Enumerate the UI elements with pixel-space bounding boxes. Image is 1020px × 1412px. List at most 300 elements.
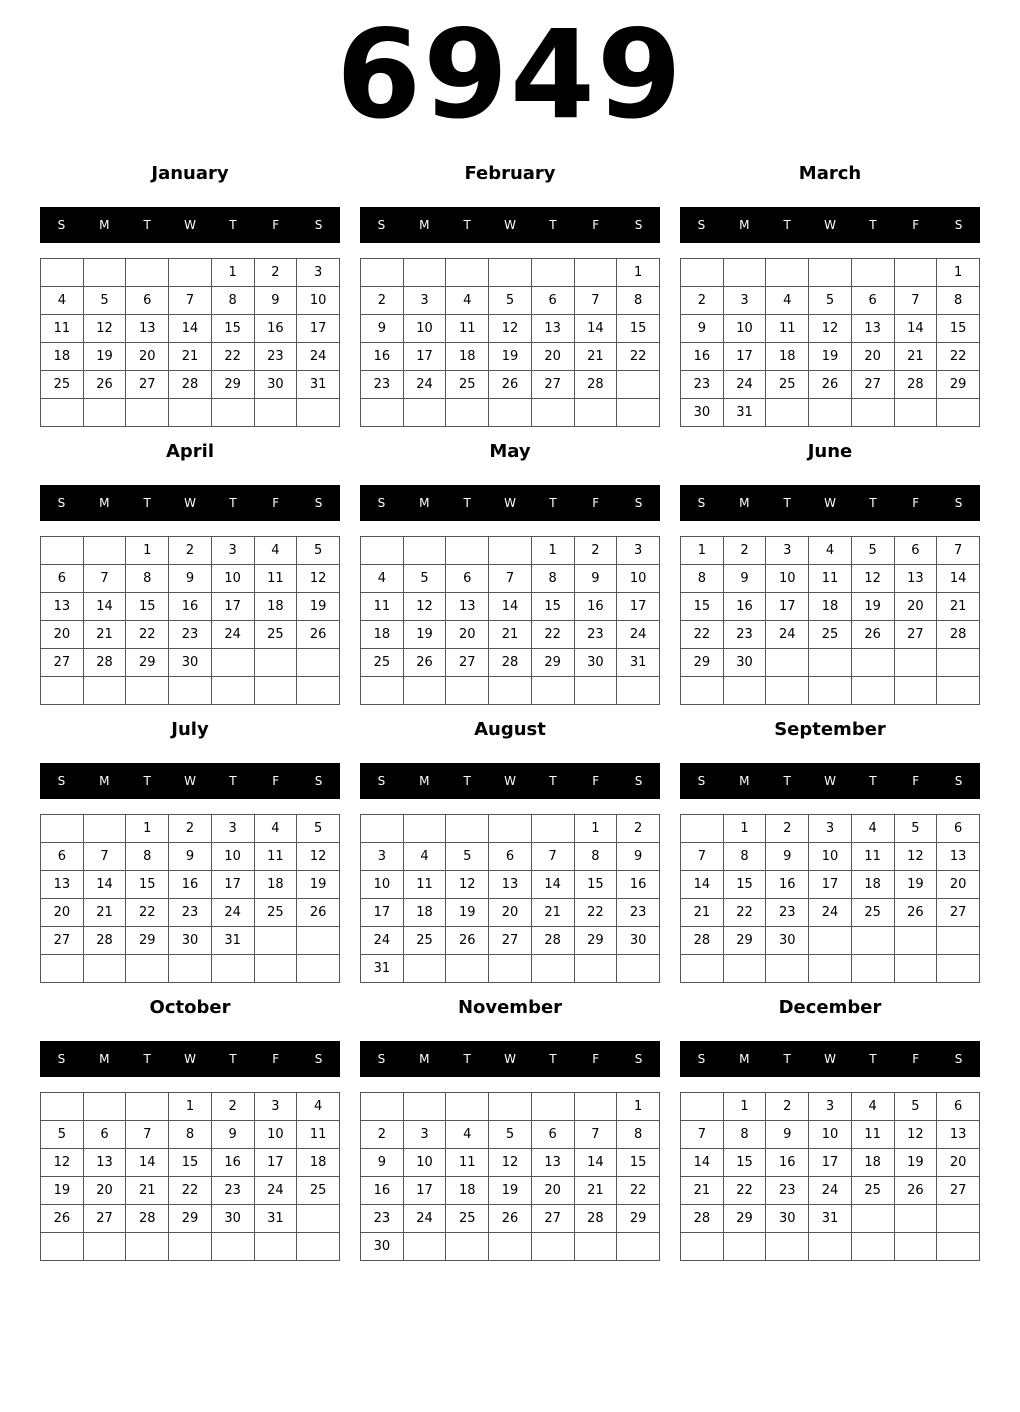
day-cell: 12 (809, 315, 852, 343)
day-cell (617, 371, 660, 399)
weekday-label: M (99, 1052, 110, 1066)
day-cell: 21 (574, 1177, 617, 1205)
week-row (681, 593, 980, 621)
day-cell: 29 (126, 927, 169, 955)
day-cell (297, 927, 340, 955)
day-cell: 19 (297, 871, 340, 899)
day-cell: 24 (809, 899, 852, 927)
day-cell: 17 (361, 899, 404, 927)
day-cell: 23 (766, 899, 809, 927)
day-cell (297, 955, 340, 983)
month-name: October (149, 997, 231, 1018)
weekday-label: T (869, 1052, 877, 1066)
day-cell: 17 (723, 343, 766, 371)
day-cell: 27 (41, 649, 84, 677)
day-cell: 11 (446, 315, 489, 343)
day-cell: 3 (254, 1093, 297, 1121)
week-row (681, 1149, 980, 1177)
day-cell: 20 (531, 343, 574, 371)
day-cell: 11 (851, 1121, 894, 1149)
day-cell: 10 (766, 565, 809, 593)
day-cell (211, 649, 254, 677)
day-cell: 8 (531, 565, 574, 593)
day-cell: 10 (297, 287, 340, 315)
weekday-label: M (99, 218, 110, 232)
day-cell: 23 (169, 621, 212, 649)
day-cell: 17 (766, 593, 809, 621)
day-cell: 8 (169, 1121, 212, 1149)
day-cell: 21 (574, 343, 617, 371)
day-cell (446, 399, 489, 427)
day-cell: 21 (169, 343, 212, 371)
day-cell: 19 (489, 1177, 532, 1205)
day-cell (489, 955, 532, 983)
weekday-label: M (99, 774, 110, 788)
day-grid (40, 1092, 340, 1261)
day-cell: 30 (766, 927, 809, 955)
day-cell (766, 955, 809, 983)
day-cell (403, 1093, 446, 1121)
week-row (681, 1205, 980, 1233)
day-cell (169, 399, 212, 427)
day-cell: 15 (617, 315, 660, 343)
week-row (41, 1233, 340, 1261)
day-cell: 24 (403, 1205, 446, 1233)
day-cell (809, 677, 852, 705)
day-cell: 8 (723, 1121, 766, 1149)
day-cell: 2 (681, 287, 724, 315)
day-cell (574, 1233, 617, 1261)
day-cell: 19 (894, 871, 937, 899)
day-cell: 18 (446, 343, 489, 371)
week-row (681, 287, 980, 315)
day-cell: 10 (809, 1121, 852, 1149)
month-name: January (151, 163, 229, 184)
day-cell (403, 955, 446, 983)
day-cell: 8 (617, 287, 660, 315)
weekday-label: S (634, 1052, 643, 1066)
day-cell: 29 (617, 1205, 660, 1233)
day-grid (680, 1092, 980, 1261)
day-cell (681, 677, 724, 705)
day-cell: 5 (489, 287, 532, 315)
day-cell: 3 (361, 843, 404, 871)
day-cell: 16 (361, 1177, 404, 1205)
day-cell (403, 1233, 446, 1261)
day-cell: 22 (211, 343, 254, 371)
day-cell: 11 (41, 315, 84, 343)
day-cell: 25 (41, 371, 84, 399)
weekday-label: S (697, 774, 706, 788)
day-cell: 17 (809, 1149, 852, 1177)
day-cell (766, 1233, 809, 1261)
day-cell: 6 (851, 287, 894, 315)
day-cell: 21 (681, 899, 724, 927)
weekday-label: W (824, 1052, 836, 1066)
day-cell: 19 (297, 593, 340, 621)
day-cell: 27 (126, 371, 169, 399)
day-cell: 2 (574, 537, 617, 565)
day-cell (403, 259, 446, 287)
day-cell (403, 815, 446, 843)
week-row (41, 399, 340, 427)
day-cell (403, 677, 446, 705)
week-row (681, 259, 980, 287)
day-cell: 30 (681, 399, 724, 427)
week-row (681, 399, 980, 427)
day-cell: 7 (681, 1121, 724, 1149)
day-cell: 11 (809, 565, 852, 593)
day-cell: 28 (681, 1205, 724, 1233)
day-cell (169, 677, 212, 705)
day-cell: 20 (126, 343, 169, 371)
day-cell: 27 (489, 927, 532, 955)
day-cell: 7 (531, 843, 574, 871)
day-grid (360, 814, 660, 983)
week-row (681, 899, 980, 927)
day-cell: 2 (254, 259, 297, 287)
day-cell: 18 (297, 1149, 340, 1177)
day-cell: 24 (809, 1177, 852, 1205)
day-cell (254, 649, 297, 677)
day-cell: 2 (169, 815, 212, 843)
day-cell (937, 955, 980, 983)
day-cell: 26 (894, 899, 937, 927)
day-cell: 26 (83, 371, 126, 399)
day-cell: 30 (617, 927, 660, 955)
day-cell: 8 (617, 1121, 660, 1149)
day-cell: 28 (681, 927, 724, 955)
weekday-label: T (783, 1052, 791, 1066)
weekday-label: S (954, 774, 963, 788)
day-cell: 25 (809, 621, 852, 649)
day-cell: 10 (403, 1149, 446, 1177)
day-cell (83, 1233, 126, 1261)
week-row (41, 1149, 340, 1177)
day-cell: 16 (766, 1149, 809, 1177)
day-cell (361, 1093, 404, 1121)
day-cell (937, 927, 980, 955)
day-cell: 2 (723, 537, 766, 565)
week-row (361, 1121, 660, 1149)
day-cell (723, 259, 766, 287)
day-cell: 14 (531, 871, 574, 899)
day-cell: 9 (766, 1121, 809, 1149)
day-cell (126, 259, 169, 287)
day-cell (617, 955, 660, 983)
day-cell: 5 (297, 815, 340, 843)
weekday-label: F (272, 218, 280, 232)
day-cell: 19 (403, 621, 446, 649)
day-cell: 4 (361, 565, 404, 593)
week-row (41, 1205, 340, 1233)
day-cell (361, 537, 404, 565)
day-cell: 21 (937, 593, 980, 621)
day-grid (680, 536, 980, 705)
day-cell: 12 (894, 843, 937, 871)
week-row (361, 565, 660, 593)
day-cell (254, 1233, 297, 1261)
day-cell: 23 (617, 899, 660, 927)
day-cell: 29 (126, 649, 169, 677)
week-row (41, 1093, 340, 1121)
day-cell: 29 (169, 1205, 212, 1233)
day-cell (211, 677, 254, 705)
week-row (41, 1121, 340, 1149)
week-row (681, 315, 980, 343)
day-cell: 7 (83, 843, 126, 871)
weekday-header (40, 207, 340, 243)
day-cell (894, 1233, 937, 1261)
weekday-label: F (272, 496, 280, 510)
weekday-label: S (377, 496, 386, 510)
day-cell: 28 (83, 649, 126, 677)
day-cell: 12 (446, 871, 489, 899)
day-cell: 14 (83, 593, 126, 621)
day-cell (531, 259, 574, 287)
weekday-label: M (739, 1052, 750, 1066)
day-cell: 12 (851, 565, 894, 593)
week-row (361, 371, 660, 399)
weekday-header (680, 485, 980, 521)
week-row (361, 593, 660, 621)
day-cell: 4 (254, 815, 297, 843)
day-cell: 31 (254, 1205, 297, 1233)
day-cell: 19 (489, 343, 532, 371)
day-cell (297, 399, 340, 427)
day-cell: 22 (937, 343, 980, 371)
weekday-label: M (419, 1052, 430, 1066)
weekday-label: T (143, 496, 151, 510)
month-name: March (798, 163, 862, 184)
day-cell: 25 (766, 371, 809, 399)
day-grid (360, 536, 660, 705)
day-cell (766, 677, 809, 705)
week-row (681, 621, 980, 649)
day-cell (851, 259, 894, 287)
day-cell: 11 (361, 593, 404, 621)
day-cell: 23 (723, 621, 766, 649)
day-cell: 26 (297, 899, 340, 927)
day-cell: 24 (254, 1177, 297, 1205)
week-row (361, 1233, 660, 1261)
day-cell: 28 (126, 1205, 169, 1233)
week-row (41, 955, 340, 983)
week-row (681, 1177, 980, 1205)
day-cell (126, 955, 169, 983)
day-cell: 17 (809, 871, 852, 899)
day-cell: 15 (681, 593, 724, 621)
day-cell: 15 (723, 871, 766, 899)
day-cell: 15 (617, 1149, 660, 1177)
week-row (361, 621, 660, 649)
day-cell: 1 (681, 537, 724, 565)
day-cell: 5 (297, 537, 340, 565)
day-cell: 19 (41, 1177, 84, 1205)
day-cell: 11 (254, 565, 297, 593)
week-row (361, 315, 660, 343)
day-cell: 12 (894, 1121, 937, 1149)
weekday-label: T (783, 218, 791, 232)
week-row (361, 677, 660, 705)
day-cell: 29 (723, 927, 766, 955)
weekday-label: S (954, 496, 963, 510)
day-cell: 24 (211, 899, 254, 927)
day-cell: 15 (126, 871, 169, 899)
week-row (681, 843, 980, 871)
day-cell: 14 (489, 593, 532, 621)
day-cell: 29 (574, 927, 617, 955)
day-cell: 20 (41, 621, 84, 649)
weekday-label: M (739, 774, 750, 788)
week-row (361, 649, 660, 677)
weekday-label: W (184, 1052, 196, 1066)
day-cell: 15 (937, 315, 980, 343)
weekday-label: T (549, 218, 557, 232)
day-cell (446, 955, 489, 983)
day-cell: 4 (446, 287, 489, 315)
day-cell: 21 (681, 1177, 724, 1205)
day-cell: 17 (211, 593, 254, 621)
day-cell: 26 (894, 1177, 937, 1205)
day-cell: 4 (809, 537, 852, 565)
weekday-label: F (592, 1052, 600, 1066)
day-cell: 22 (169, 1177, 212, 1205)
day-cell (446, 815, 489, 843)
day-cell: 27 (894, 621, 937, 649)
day-cell: 4 (254, 537, 297, 565)
day-cell: 13 (83, 1149, 126, 1177)
day-cell: 12 (41, 1149, 84, 1177)
day-cell: 14 (126, 1149, 169, 1177)
week-row (41, 287, 340, 315)
day-cell: 30 (169, 927, 212, 955)
weekday-label: F (272, 774, 280, 788)
day-cell (126, 1093, 169, 1121)
day-cell (937, 1233, 980, 1261)
day-grid (360, 258, 660, 427)
day-cell: 7 (574, 1121, 617, 1149)
day-cell: 1 (169, 1093, 212, 1121)
day-cell (766, 649, 809, 677)
day-cell (403, 537, 446, 565)
day-cell: 9 (254, 287, 297, 315)
day-cell: 8 (937, 287, 980, 315)
day-cell: 13 (126, 315, 169, 343)
day-cell (894, 649, 937, 677)
week-row (41, 537, 340, 565)
day-cell (851, 399, 894, 427)
day-cell: 3 (211, 815, 254, 843)
weekday-label: W (184, 496, 196, 510)
day-cell: 23 (169, 899, 212, 927)
weekday-label: S (377, 1052, 386, 1066)
day-cell (211, 955, 254, 983)
day-cell (126, 399, 169, 427)
week-row (361, 287, 660, 315)
day-cell (169, 259, 212, 287)
day-cell (681, 1233, 724, 1261)
day-cell: 12 (83, 315, 126, 343)
day-cell: 18 (41, 343, 84, 371)
day-cell (297, 649, 340, 677)
day-cell: 2 (211, 1093, 254, 1121)
day-cell (446, 537, 489, 565)
day-cell (297, 677, 340, 705)
day-cell (489, 537, 532, 565)
day-cell: 1 (617, 1093, 660, 1121)
day-cell: 25 (851, 1177, 894, 1205)
day-cell: 21 (83, 621, 126, 649)
day-cell: 28 (531, 927, 574, 955)
day-cell: 2 (617, 815, 660, 843)
day-cell: 9 (169, 565, 212, 593)
week-row (681, 927, 980, 955)
day-cell: 7 (489, 565, 532, 593)
day-cell (126, 1233, 169, 1261)
day-cell (617, 399, 660, 427)
day-cell (723, 1233, 766, 1261)
weekday-label: W (504, 1052, 516, 1066)
day-cell: 20 (83, 1177, 126, 1205)
day-cell: 29 (531, 649, 574, 677)
weekday-label: S (634, 496, 643, 510)
weekday-label: T (143, 1052, 151, 1066)
week-row (41, 871, 340, 899)
day-cell: 20 (489, 899, 532, 927)
day-cell: 14 (83, 871, 126, 899)
day-cell: 27 (531, 1205, 574, 1233)
month-name: December (778, 997, 882, 1018)
day-cell: 28 (489, 649, 532, 677)
day-cell: 28 (937, 621, 980, 649)
day-cell: 23 (766, 1177, 809, 1205)
day-cell (937, 677, 980, 705)
day-cell: 17 (254, 1149, 297, 1177)
day-cell: 13 (531, 1149, 574, 1177)
day-cell: 19 (446, 899, 489, 927)
week-row (681, 371, 980, 399)
day-cell (531, 1233, 574, 1261)
day-grid (40, 814, 340, 983)
weekday-label: W (824, 496, 836, 510)
day-cell: 22 (617, 343, 660, 371)
day-cell: 29 (211, 371, 254, 399)
day-grid (680, 258, 980, 427)
day-cell: 8 (723, 843, 766, 871)
day-cell (894, 927, 937, 955)
day-cell: 28 (574, 1205, 617, 1233)
month-name: August (474, 719, 546, 740)
day-cell: 6 (531, 287, 574, 315)
day-cell: 24 (723, 371, 766, 399)
day-cell: 27 (531, 371, 574, 399)
day-cell: 10 (403, 315, 446, 343)
day-cell: 11 (403, 871, 446, 899)
day-cell: 14 (894, 315, 937, 343)
week-row (681, 955, 980, 983)
day-cell: 9 (361, 1149, 404, 1177)
day-cell: 23 (211, 1177, 254, 1205)
day-cell: 26 (297, 621, 340, 649)
weekday-label: T (869, 496, 877, 510)
day-cell: 14 (681, 871, 724, 899)
month-name: July (171, 719, 209, 740)
weekday-header (680, 1041, 980, 1077)
day-cell (83, 537, 126, 565)
day-cell (809, 259, 852, 287)
weekday-label: T (783, 496, 791, 510)
